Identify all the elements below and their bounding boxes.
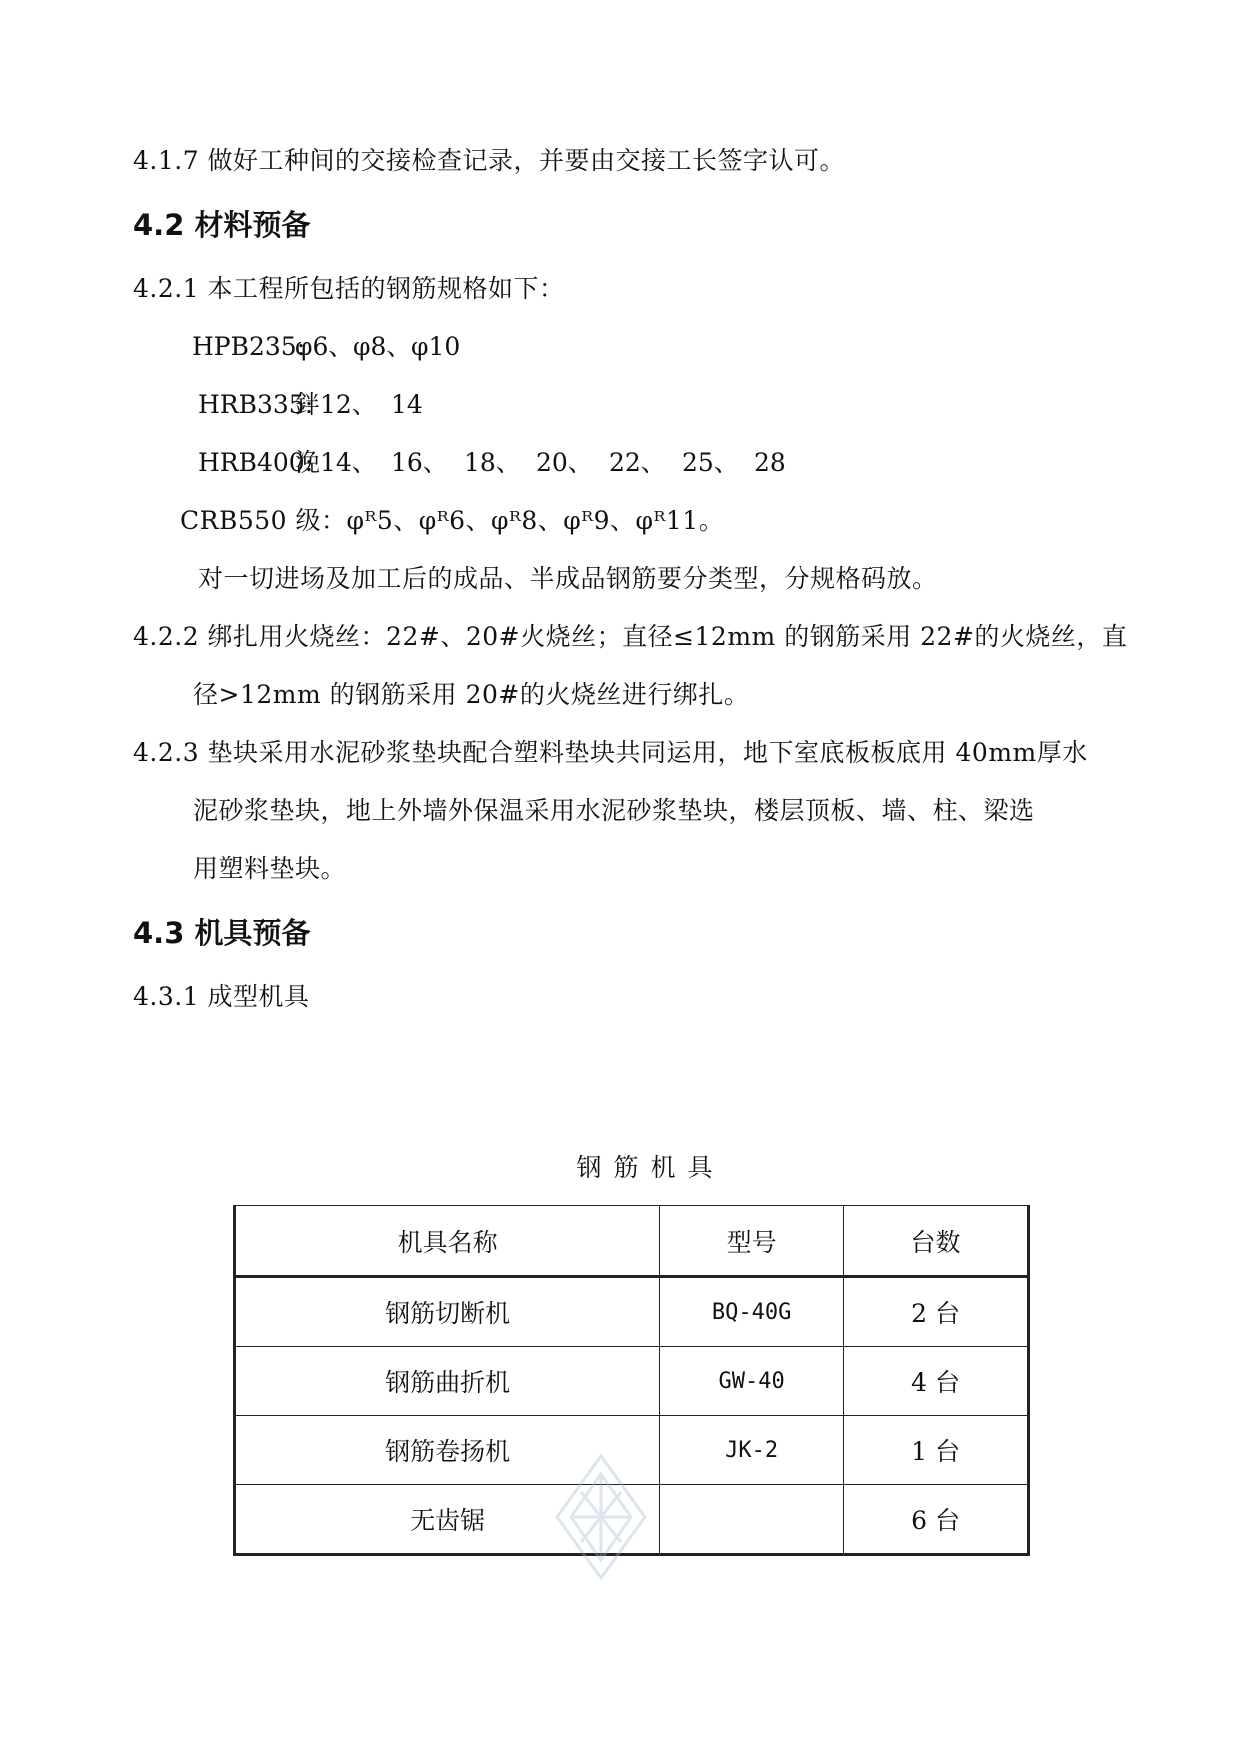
table-cell-model: GW-40 — [660, 1347, 844, 1416]
spec-row-hrb335 — [198, 389, 423, 421]
paragraph-4-1-7: 4.1.7 做好工种间的交接检查记录，并要由交接工长签字认可。 — [133, 146, 846, 175]
table-cell-count: 4 台 — [844, 1347, 1029, 1416]
snowflake-watermark-icon — [553, 1452, 649, 1582]
paragraph-classify: 对一切进场及加工后的成品、半成品钢筋要分类型，分规格码放。 — [198, 564, 938, 593]
paragraph-4-3-1: 4.3.1 成型机具 — [133, 982, 310, 1011]
spec-value: 18、 — [464, 448, 521, 477]
table-header-cell: 机具名称 — [235, 1206, 660, 1277]
paragraph-4-2-3-line-3: 用塑料垫块。 — [193, 854, 347, 883]
paragraph-4-2-2-line-1: 4.2.2 绑扎用火烧丝：22#、20#火烧丝；直径≤12mm 的钢筋采用 22#的火烧丝，直 — [133, 622, 1128, 651]
table-caption: 钢筋机具 — [576, 1153, 725, 1182]
spec-value: 28 — [754, 448, 786, 477]
spec-value: 浼14、 — [295, 448, 377, 477]
spec-row-crb550: CRB550 级：φᴿ5、φᴿ6、φᴿ8、φᴿ9、φᴿ11。 — [180, 506, 725, 535]
table-cell-name: 无齿锯 — [235, 1485, 660, 1555]
table-row — [235, 1277, 1029, 1347]
spec-value: 22、 — [609, 448, 666, 477]
table-header-row — [235, 1206, 1029, 1277]
heading-4-3: 4.3 机具预备 — [133, 916, 311, 950]
table-cell-model: JK-2 — [660, 1416, 844, 1485]
paragraph-4-2-3-line-2: 泥砂浆垫块，地上外墙外保温采用水泥砂浆垫块，楼层顶板、墙、柱、梁选 — [193, 796, 1035, 825]
table-cell-model: BQ-40G — [660, 1277, 844, 1347]
spec-value: 25、 — [682, 448, 739, 477]
table-header-cell: 型号 — [660, 1206, 844, 1277]
spec-label-hrb400: HRB400: — [198, 448, 314, 477]
table-cell-name: 钢筋曲折机 — [235, 1347, 660, 1416]
spec-label-hpb235: HPB235: — [192, 332, 306, 361]
spec-value: 20、 — [536, 448, 593, 477]
table-row — [235, 1347, 1029, 1416]
table-cell-count: 1 台 — [844, 1416, 1029, 1485]
table-header-cell: 台数 — [844, 1206, 1029, 1277]
spec-value: φ10 — [411, 332, 461, 361]
spec-value: 鉡12、 — [295, 390, 377, 419]
spec-row-hrb400 — [198, 447, 786, 479]
spec-row-hpb235 — [192, 331, 460, 363]
table-cell-model — [660, 1485, 844, 1555]
paragraph-4-2-3-line-1: 4.2.3 垫块采用水泥砂浆垫块配合塑料垫块共同运用，地下室底板板底用 40mm厚水 — [133, 738, 1088, 767]
heading-4-2: 4.2 材料预备 — [133, 208, 311, 242]
spec-value: φ8、 — [353, 332, 412, 361]
spec-value: 16、 — [391, 448, 448, 477]
paragraph-4-2-2-line-2: 径>12mm 的钢筋采用 20#的火烧丝进行绑扎。 — [193, 680, 750, 709]
table-cell-count: 6 台 — [844, 1485, 1029, 1555]
table-cell-count: 2 台 — [844, 1277, 1029, 1347]
spec-label-hrb335: HRB335: — [198, 390, 314, 419]
table-cell-name: 钢筋切断机 — [235, 1277, 660, 1347]
spec-value: φ6、 — [295, 332, 354, 361]
table-cell-name: 钢筋卷扬机 — [235, 1416, 660, 1485]
paragraph-4-2-1: 4.2.1 本工程所包括的钢筋规格如下： — [133, 274, 565, 303]
spec-value: 14 — [391, 390, 423, 419]
